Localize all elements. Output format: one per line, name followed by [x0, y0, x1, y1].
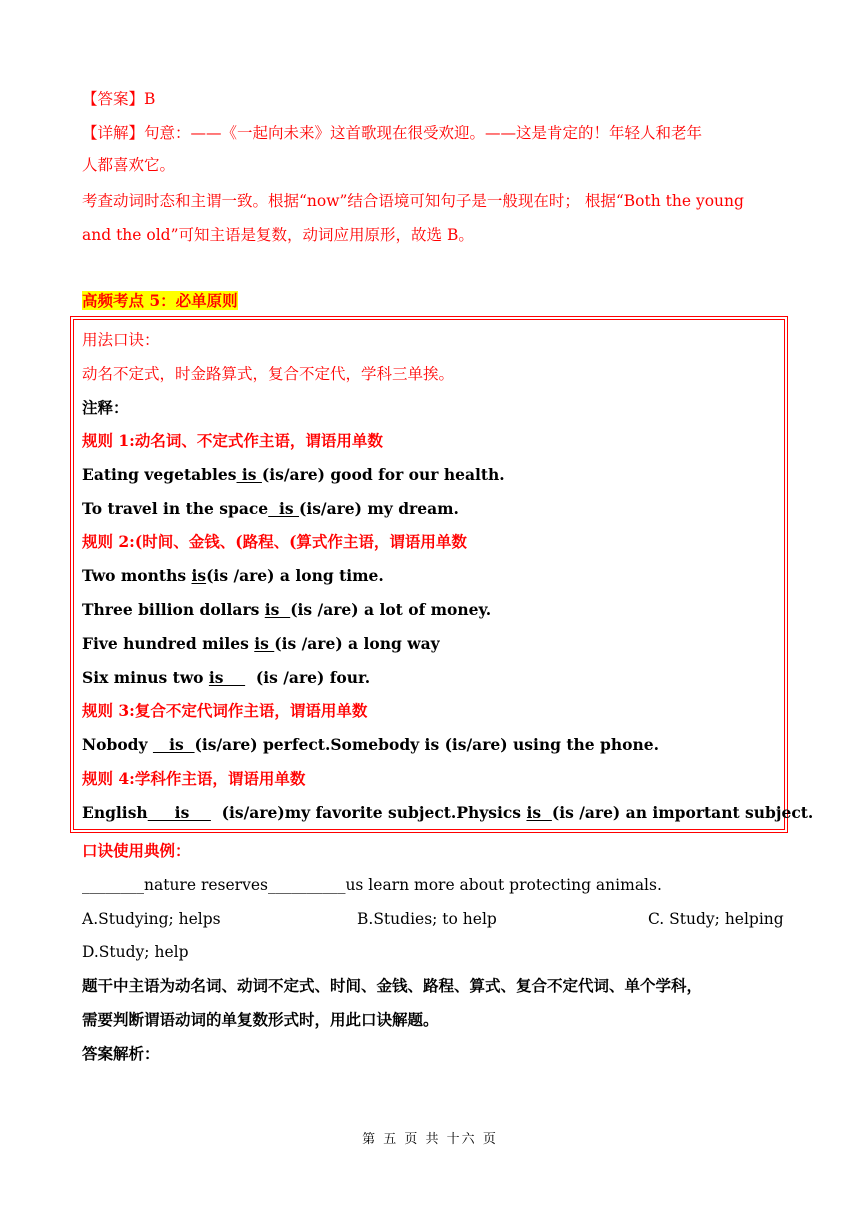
example-title: 口诀使用典例： — [82, 841, 191, 860]
section-title — [82, 290, 238, 312]
example-3-rest: (is /are) a long time. — [206, 566, 384, 585]
example-1 — [82, 464, 505, 486]
option-a: A.Studying; helps — [82, 910, 221, 928]
example-6-answer: is — [208, 668, 246, 687]
notes-label: 注释： — [82, 398, 129, 417]
detail-line-2: 人都喜欢它。 — [82, 156, 176, 174]
example-3-answer: is — [191, 566, 207, 585]
detail-tag: 【详解】 — [82, 124, 145, 142]
example-6-stem: Six minus two — [82, 668, 209, 687]
example-2 — [82, 498, 459, 520]
example-8-mid: (is/are)my favorite subject.Physics — [210, 803, 527, 822]
example-8-answer-2: is — [526, 803, 552, 822]
example-1-answer: is — [236, 465, 262, 484]
answer-value: B — [144, 90, 156, 108]
mnemonic-label: 用法口诀： — [82, 331, 160, 349]
example-7 — [82, 734, 659, 756]
rule-4: 规则 4:学科作主语，谓语用单数 — [82, 769, 306, 788]
example-4-answer: is — [264, 600, 291, 619]
example-4 — [82, 599, 491, 621]
example-2-answer: is — [268, 499, 299, 518]
example-8 — [82, 802, 813, 824]
option-b: B.Studies; to help — [357, 910, 497, 928]
example-2-stem: To travel in the space — [82, 499, 269, 518]
example-1-rest: (is/are) good for our health. — [261, 465, 505, 484]
example-5-answer: is — [254, 634, 275, 653]
example-8-rest: (is /are) an important subject. — [551, 803, 814, 822]
example-5-rest: (is /are) a long way — [274, 634, 440, 653]
example-4-rest: (is /are) a lot of money. — [290, 600, 492, 619]
detail-line-1 — [82, 122, 702, 144]
example-7-answer: is — [152, 735, 195, 754]
example-4-stem: Three billion dollars — [82, 600, 265, 619]
question-text: ________nature reserves__________us learn more about protecting animals. — [82, 876, 662, 894]
example-6 — [82, 667, 370, 689]
rule-1: 规则 1:动名词、不定式作主语，谓语用单数 — [82, 431, 383, 450]
rule-3: 规则 3:复合不定代词作主语，谓语用单数 — [82, 701, 368, 720]
example-5 — [82, 633, 440, 655]
detail-line-3: 考查动词时态和主谓一致。根据“now”结合语境可知句子是一般现在时； 根据“Both the young — [82, 192, 744, 210]
detail-line-4: and the old”可知主语是复数，动词应用原形，故选 B。 — [82, 226, 474, 244]
answer-analysis-label: 答案解析： — [82, 1044, 160, 1063]
option-d: D.Study; help — [82, 943, 189, 961]
example-7-stem: Nobody — [82, 735, 153, 754]
example-3-stem: Two months — [82, 566, 192, 585]
rule-2: 规则 2:(时间、金钱、(路程、(算式作主语，谓语用单数 — [82, 532, 467, 551]
answer-line — [82, 88, 155, 110]
example-6-rest: (is /are) four. — [245, 668, 371, 687]
explanation-line-1: 题干中主语为动名词、动词不定式、时间、金钱、路程、算式、复合不定代词、单个学科， — [82, 976, 703, 995]
example-7-rest: (is/are) perfect.Somebody is (is/are) using the phone. — [194, 735, 660, 754]
example-8-stem: English — [82, 803, 148, 822]
page-footer: 第 五 页 共 十六 页 — [362, 1132, 498, 1147]
option-c: C. Study; helping — [648, 910, 784, 928]
example-5-stem: Five hundred miles — [82, 634, 255, 653]
explanation-line-2: 需要判断谓语动词的单复数形式时，用此口诀解题。 — [82, 1010, 439, 1029]
example-1-stem: Eating vegetables — [82, 465, 237, 484]
answer-tag: 【答案】 — [82, 90, 145, 108]
section-title-text: 高频考点 5：必单原则 — [82, 291, 238, 310]
mnemonic-text: 动名不定式，时金路算式，复合不定代，学科三单挨。 — [82, 365, 455, 383]
detail-text-1: 句意：——《一起向未来》这首歌现在很受欢迎。——这是肯定的！年轻人和老年 — [144, 124, 703, 142]
example-8-answer: is — [147, 803, 211, 822]
example-3 — [82, 565, 384, 587]
example-2-rest: (is/are) my dream. — [298, 499, 459, 518]
